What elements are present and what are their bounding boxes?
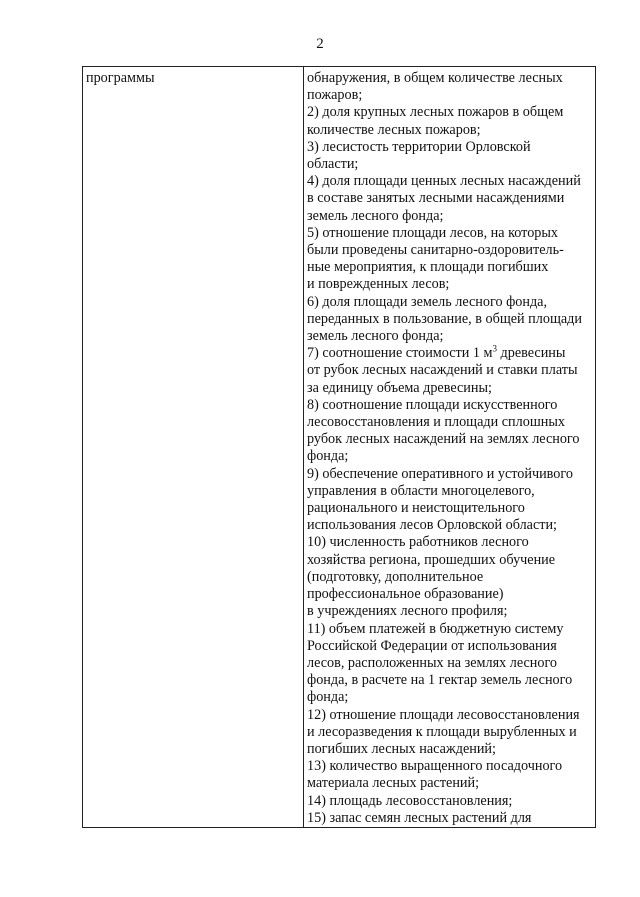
indicator-line: Российской Федерации от использования [307, 637, 557, 654]
indicator-line: фонда; [307, 448, 349, 465]
indicator-line: в составе занятых лесными насаждениями [307, 190, 565, 207]
indicator-line: 2) доля крупных лесных пожаров в общем [307, 104, 564, 121]
indicator-line: 11) объем платежей в бюджетную систему [307, 620, 564, 637]
indicator-line: лесов, расположенных на землях лесного [307, 654, 558, 671]
indicator-line: профессиональное образование) [307, 586, 504, 603]
indicator-line: переданных в пользование, в общей площади [307, 310, 582, 327]
indicator-line-tail: древесины [496, 345, 566, 362]
table-cell-label [83, 67, 304, 828]
table-row [83, 67, 596, 828]
indicator-line-with-superscript [307, 345, 593, 362]
indicator-line: пожаров; [307, 87, 363, 104]
indicator-line: 6) доля площади земель лесного фонда, [307, 293, 548, 310]
indicator-line: в учреждениях лесного профиля; [307, 603, 508, 620]
indicator-line: рубок лесных насаждений на землях лесного [307, 431, 580, 448]
cubic-superscript: 3 [492, 343, 497, 354]
indicator-line: 14) площадь лесовосстановления; [307, 792, 513, 809]
indicators-table [82, 66, 596, 828]
table-cell-indicators [304, 67, 596, 828]
indicator-line: были проведены санитарно-оздоровитель- [307, 242, 564, 259]
indicator-line: 3) лесистость территории Орловской [307, 138, 531, 155]
indicator-line: земель лесного фонда; [307, 328, 444, 345]
indicator-line: количестве лесных пожаров; [307, 121, 481, 138]
indicator-line: лесовосстановления и площади сплошных [307, 414, 565, 431]
indicator-line: 12) отношение площади лесовосстановления [307, 706, 580, 723]
indicator-line: 4) доля площади ценных лесных насаждений [307, 173, 581, 190]
indicator-line: 5) отношение площади лесов, на которых [307, 224, 559, 241]
indicator-line: фонда, в расчете на 1 гектар земель лесного [307, 672, 573, 689]
indicator-line: (подготовку, дополнительное [307, 568, 484, 585]
indicator-line: от рубок лесных насаждений и ставки платы [307, 362, 578, 379]
indicator-line: ные мероприятия, к площади погибших [307, 259, 549, 276]
indicator-line: 15) запас семян лесных растений для [307, 809, 532, 826]
indicator-line: 9) обеспечение оперативного и устойчивого [307, 465, 573, 482]
indicator-line: материала лесных растений; [307, 775, 480, 792]
indicator-line-start: 7) соотношение стоимости 1 м [307, 345, 493, 362]
indicator-line: за единицу объема древесины; [307, 379, 492, 396]
indicator-line: управления в области многоцелевого, [307, 482, 535, 499]
cell-label-text: программы [86, 70, 155, 86]
indicator-line: 13) количество выращенного посадочного [307, 758, 563, 775]
indicator-line: рационального и неистощительного [307, 500, 525, 517]
indicator-line: и лесоразведения к площади вырубленных и [307, 723, 577, 740]
indicator-line: использования лесов Орловской области; [307, 517, 557, 534]
indicator-line: фонда; [307, 689, 349, 706]
indicator-line: 10) численность работников лесного [307, 534, 529, 551]
indicator-line: 8) соотношение площади искусственного [307, 396, 558, 413]
indicator-line: и поврежденных лесов; [307, 276, 450, 293]
indicator-line: погибших лесных насаждений; [307, 740, 496, 757]
indicator-line: земель лесного фонда; [307, 207, 444, 224]
page-number: 2 [316, 36, 324, 52]
indicator-line: обнаружения, в общем количестве лесных [307, 70, 563, 86]
indicator-line: хозяйства региона, прошедших обучение [307, 551, 556, 568]
indicator-line: области; [307, 156, 359, 173]
